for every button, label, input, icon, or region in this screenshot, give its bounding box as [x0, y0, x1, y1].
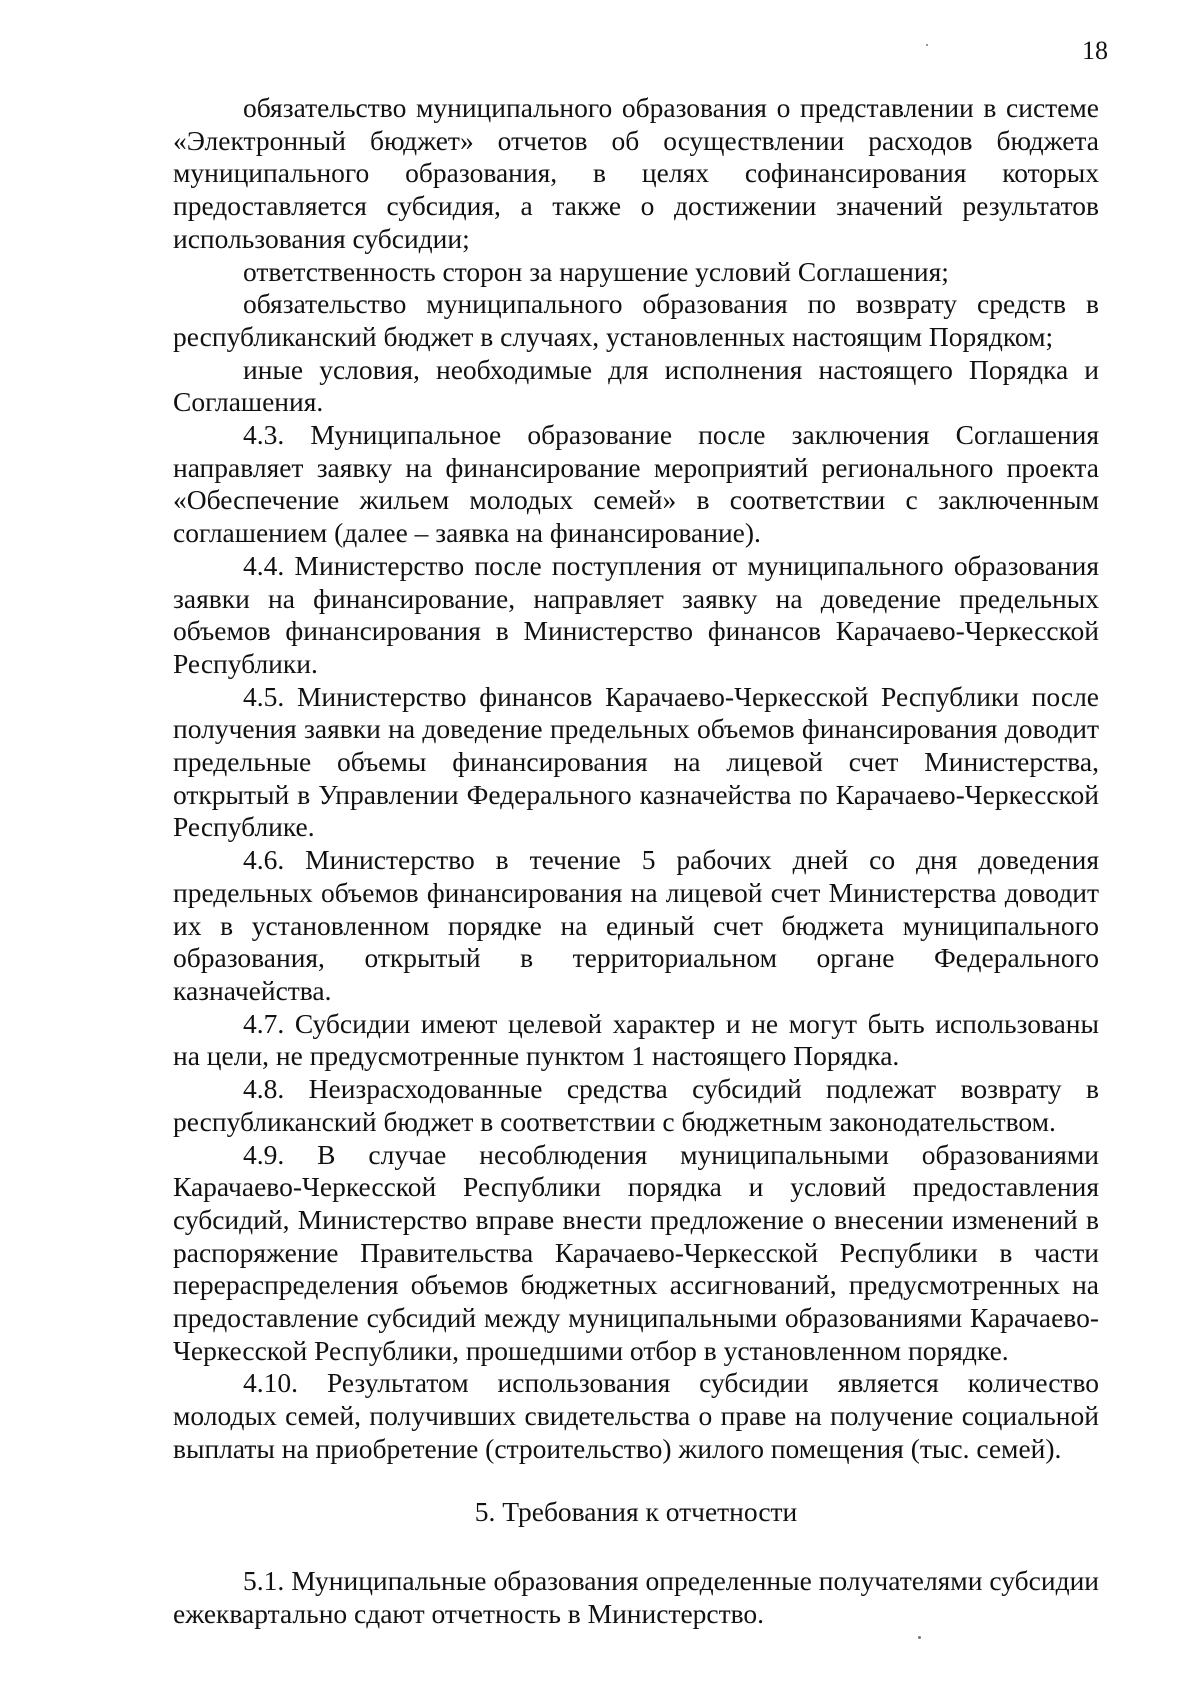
paragraph-4-6: 4.6. Министерство в течение 5 рабочих дней со дня доведения предельных объемов финансирования на лицевой счет Министерства доводит их в установленном порядке на единый счет бюджета муниципального образования, открытый в территориальном органе Федерального казначейства.: [173, 844, 1099, 1006]
paragraph-responsibility: ответственность сторон за нарушение условий Соглашения;: [243, 255, 949, 287]
paragraph-other-conditions: иные условия, необходимые для исполнения настоящего Порядка и Соглашения.: [173, 353, 1099, 418]
paragraph-4-9: 4.9. В случае несоблюдения муниципальными образованиями Карачаево-Черкесской Республики порядка и условий предоставления субсидий, Министерство вправе внести предложение о внесении изменений в распоряжение Правительства Карачаево-Черкесской Республики в части перераспределения объемов бюджетных ассигнований, предусмотренных на предоставление субсидий между муниципальными образованиями Карачаево-Черкесской Республики, прошедшими отбор в установленном порядке.: [173, 1138, 1099, 1366]
scan-artifact-dot: [918, 1636, 921, 1639]
paragraph-4-8: 4.8. Неизрасходованные средства субсидий подлежат возврату в республиканский бюджет в соответствии с бюджетным законодательством.: [173, 1073, 1099, 1137]
paragraph-obligation-reporting: обязательство муниципального образования о представлении в системе «Электронный бюджет» отчетов об осуществлении расходов бюджета муниципального образования, в целях софинансирования которых предоставляется субсидия, а также о достижении значений результатов использования субсидии;: [173, 92, 1099, 254]
paragraph-4-3: 4.3. Муниципальное образование после заключения Соглашения направляет заявку на финансирование мероприятий регионального проекта «Обеспечение жильем молодых семей» в соответствии с заключенным соглашением (далее – заявка на финансирование).: [173, 419, 1099, 549]
paragraph-obligation-return: обязательство муниципального образования по возврату средств в республиканский бюджет в случаях, установленных настоящим Порядком;: [173, 288, 1099, 352]
scan-artifact-dot: [926, 44, 928, 46]
paragraph-4-7: 4.7. Субсидии имеют целевой характер и не могут быть использованы на цели, не предусмотренные пунктом 1 настоящего Порядка.: [173, 1007, 1099, 1072]
paragraph-4-10: 4.10. Результатом использования субсидии является количество молодых семей, получивших свидетельства о праве на получение социальной выплаты на приобретение (строительство) жилого помещения (тыс. семей).: [173, 1367, 1099, 1464]
paragraph-4-4: 4.4. Министерство после поступления от муниципального образования заявки на финансирование, направляет заявку на доведение предельных объемов финансирования в Министерство финансов Карачаево-Черкесской Республики.: [173, 549, 1099, 679]
paragraph-5-1: 5.1. Муниципальные образования определенные получателями субсидии ежеквартально сдают отчетность в Министерство.: [173, 1565, 1099, 1629]
paragraph-4-5: 4.5. Министерство финансов Карачаево-Черкесской Республики после получения заявки на доведение предельных объемов финансирования доводит предельные объемы финансирования на лицевой счет Министерства, открытый в Управлении Федерального казначейства по Карачаево-Черкесской Республике.: [173, 680, 1099, 843]
document-body: [173, 92, 1099, 1631]
section-heading: 5. Требования к отчетности: [474, 1495, 798, 1527]
page-number: 18: [1082, 36, 1108, 65]
